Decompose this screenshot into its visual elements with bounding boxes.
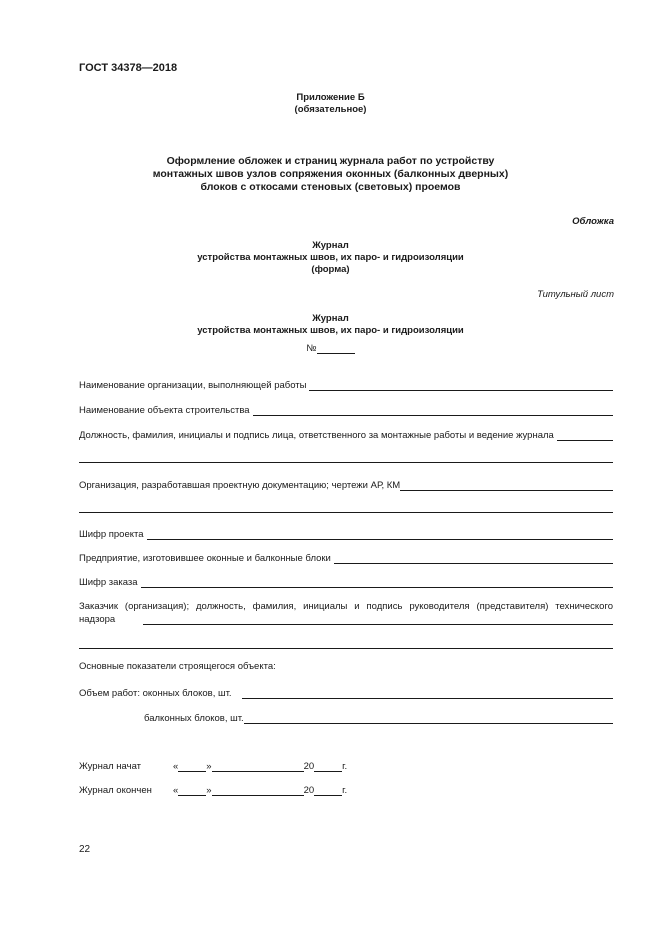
volume-balcony-label: балконных блоков, шт.: [144, 713, 244, 724]
year-prefix: 20: [303, 761, 315, 772]
volume-windows-field: [79, 686, 613, 699]
journal-started-label: Журнал начат: [79, 761, 142, 772]
manufacturer-label: Предприятие, изготовившее оконные и балконные блоки: [79, 553, 331, 564]
indicators-heading: Основные показатели строящегося объекта:: [79, 661, 276, 672]
page-number: 22: [79, 844, 91, 855]
cover-form: (форма): [311, 264, 350, 275]
finished-year-blank[interactable]: [314, 785, 342, 796]
finished-month-blank[interactable]: [212, 785, 304, 796]
appendix-title: Приложение Б: [296, 92, 365, 103]
project-code-label: Шифр проекта: [79, 529, 144, 540]
year-suffix: г.: [342, 785, 348, 796]
finished-day-blank[interactable]: [178, 785, 206, 796]
design-org-blank-2[interactable]: [79, 512, 613, 513]
design-org-blank[interactable]: [400, 480, 613, 491]
number-label: №: [306, 343, 317, 354]
journal-finished-label: Журнал окончен: [79, 785, 152, 796]
cover-title: Журнал: [312, 240, 349, 251]
order-code-field: [79, 575, 613, 588]
standard-number: ГОСТ 34378—2018: [79, 62, 178, 74]
customer-blank-2[interactable]: [79, 648, 613, 649]
quote-close: »: [206, 761, 212, 772]
number-blank[interactable]: [317, 343, 355, 354]
volume-windows-label: Объем работ: оконных блоков, шт.: [79, 688, 232, 699]
quote-close: »: [206, 785, 212, 796]
cover-label: Обложка: [572, 216, 614, 227]
org-label: Наименование организации, выполняющей работы: [79, 380, 307, 391]
journal-started-row: [79, 761, 347, 774]
responsible-blank-2[interactable]: [79, 462, 613, 463]
project-code-field: [79, 527, 613, 540]
started-day-blank[interactable]: [178, 761, 206, 772]
year-prefix: 20: [303, 785, 315, 796]
volume-windows-blank[interactable]: [242, 688, 613, 699]
customer-blank[interactable]: [143, 614, 613, 625]
project-code-blank[interactable]: [147, 529, 613, 540]
title-page-label: Титульный лист: [537, 289, 614, 300]
started-month-blank[interactable]: [212, 761, 304, 772]
volume-balcony-blank[interactable]: [244, 713, 613, 724]
journal-number: [0, 343, 661, 354]
manufacturer-blank[interactable]: [334, 553, 613, 564]
responsible-field: [79, 428, 613, 441]
journal-finished-row: [79, 785, 347, 798]
design-org-label: Организация, разработавшая проектную документацию; чертежи АР, КМ: [79, 480, 401, 491]
order-code-label: Шифр заказа: [79, 577, 138, 588]
title-page-subtitle: устройства монтажных швов, их паро- и гидроизоляции: [197, 325, 464, 336]
org-field: [79, 378, 613, 391]
customer-label-line1: Заказчик (организация); должность, фамилия, инициалы и подпись руководителя (представителя) технического: [79, 601, 613, 612]
customer-field: [79, 612, 613, 625]
main-title-line3: блоков с откосами стеновых (световых) проемов: [200, 181, 461, 193]
object-field: [79, 403, 613, 416]
started-year-blank[interactable]: [314, 761, 342, 772]
quote-open: «: [173, 761, 179, 772]
object-blank[interactable]: [253, 405, 613, 416]
object-label: Наименование объекта строительства: [79, 405, 250, 416]
org-blank[interactable]: [309, 380, 613, 391]
appendix-subtitle: (обязательное): [294, 104, 367, 115]
main-title-line2: монтажных швов узлов сопряжения оконных (балконных дверных): [152, 168, 509, 180]
order-code-blank[interactable]: [141, 577, 613, 588]
quote-open: «: [173, 785, 179, 796]
design-org-field: [79, 478, 613, 491]
year-suffix: г.: [342, 761, 348, 772]
responsible-blank[interactable]: [557, 430, 613, 441]
manufacturer-field: [79, 551, 613, 564]
customer-label-line2: надзора: [79, 614, 116, 625]
volume-balcony-field: [144, 711, 613, 724]
cover-subtitle: устройства монтажных швов, их паро- и гидроизоляции: [197, 252, 464, 263]
main-title-line1: Оформление обложек и страниц журнала работ по устройству: [166, 155, 495, 167]
responsible-label: Должность, фамилия, инициалы и подпись лица, ответственного за монтажные работы и ведение журнала: [79, 430, 554, 441]
title-page-title: Журнал: [312, 313, 349, 324]
